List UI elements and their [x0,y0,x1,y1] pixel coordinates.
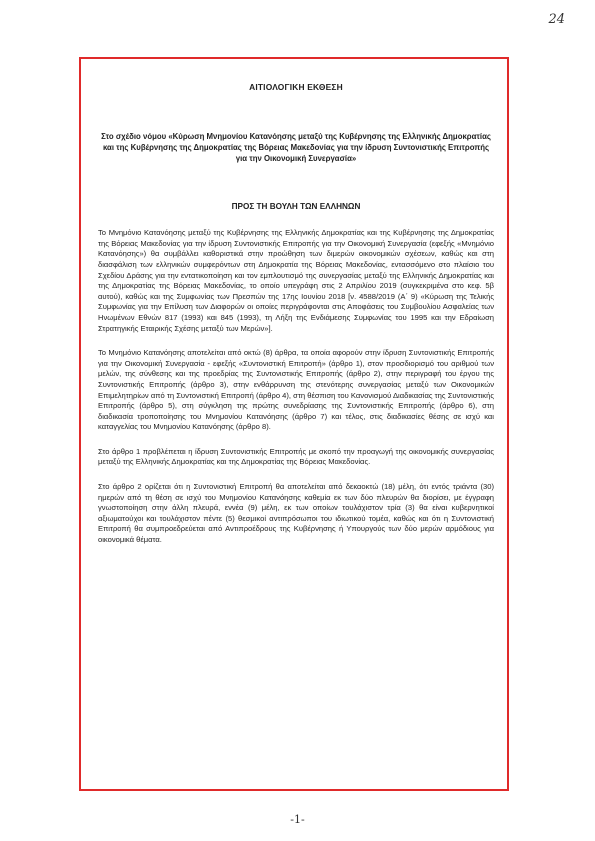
paragraph-4: Στο άρθρο 2 ορίζεται ότι η Συντονιστική Επιτροπή θα αποτελείται από δεκαοκτώ (18) μέλη, ότι εντός τριάντα (30) ημερών από τη θέση σε ισχύ του Μνημονίου Κατανόησης καθεμία εκ των δύο πλευρών θα διορίσει, με έγγραφη γνωστοποίηση στην άλλη πλευρά, εννέα (9) μέλη, εκ των οποίων τουλάχιστον τρία (3) θα είναι κυβερνητικοί αξιωματούχοι και τουλάχιστον πέντε (5) θεσμικοί αντιπρόσωποι του ιδιωτικού τομέα, καθώς και ότι η Συντονιστική Επιτροπή θα συμπροεδρεύεται από Αντιπροέδρους της Κυβέρνησης ή Υπουργούς των δύο μερών αρμόδιους για οικονομικά θέματα. [98,482,494,545]
page-number: -1- [290,813,305,826]
handwritten-page-mark: 24 [548,12,565,27]
document-title: ΑΙΤΙΟΛΟΓΙΚΗ ΕΚΘΕΣΗ [249,82,343,92]
paragraph-1: Το Μνημόνιο Κατανόησης μεταξύ της Κυβέρνησης της Ελληνικής Δημοκρατίας και της Κυβέρνησης της Δημοκρατίας της Βόρειας Μακεδονίας για την ίδρυση Συντονιστικής Επιτροπής για την Οικονομική Συνεργασία (εφεξής «Μνημόνιο Κατανόησης») θα συμβάλλει καθοριστικά στην προώθηση των διμερών οικονομικών σχέσεων, καθώς και στη διασφάλιση των ελληνικών συμφερόντων στη Δημοκρατία της Βόρειας Μακεδονίας, εντασσόμενο στο πλαίσιο του Σχεδίου Δράσης για την εντατικοποίηση και τον εμπλουτισμό της συνεργασίας μεταξύ της Ελληνικής Δημοκρατίας και της Δημοκρατίας της Βόρειας Μακεδονίας, το οποίο υπεγράφη στις 2 Απριλίου 2019 (συγκεκριμένα στο κεφ. 5β αυτού), καθώς και της Συμφωνίας των Πρεσπών της 17ης Ιουνίου 2018 [ν. 4588/2019 (Α΄ 9) «Κύρωση της Τελικής Συμφωνίας για την Επίλυση των Διαφορών οι οποίες περιγράφονται στις Αποφάσεις του Συμβουλίου Ασφαλείας των Ηνωμένων Εθνών 817 (1993) και 845 (1993), τη Λήξη της Ενδιάμεσης Συμφωνίας του 1995 και την Εδραίωση Στρατηγικής Εταιρικής Σχέσης μεταξύ των Μερών»]. [98,228,494,333]
paragraph-3: Στο άρθρο 1 προβλέπεται η ίδρυση Συντονιστικής Επιτροπής με σκοπό την προαγωγή της οικονομικής συνεργασίας μεταξύ της Ελληνικής Δημοκρατίας και της Δημοκρατίας της Βόρειας Μακεδονίας. [98,446,494,467]
paragraph-2: Το Μνημόνιο Κατανόησης αποτελείται από οκτώ (8) άρθρα, τα οποία αφορούν στην ίδρυση Συντονιστικής Επιτροπής για την Οικονομική Συνεργασία - εφεξής «Συντονιστική Επιτροπή» (άρθρο 1), στον προσδιορισμό του αριθμού των μελών, της σύνθεσης και της προεδρίας της Συντονιστικής Επιτροπής (άρθρο 2), στην περιγραφή του έργου της Συντονιστικής Επιτροπής (άρθρο 3), στην ενθάρρυνση της στενότερης συνεργασίας μεταξύ των Οικονομικών Επιμελητηρίων από τη Συντονιστική Επιτροπή (άρθρο 4), στη θέσπιση του Κανονισμού Διαδικασίας της Συντονιστικής Επιτροπής (άρθρο 5), στη σύγκληση της πρώτης συνεδρίασης της Συντονιστικής Επιτροπής (άρθρο 6), στη διαδικασία τροποποίησης του Μνημονίου Κατανόησης (άρθρο 7) και τέλος, στις διαδικασίες θέσης σε ισχύ και καταγγελίας του Μνημονίου Κατανόησης (άρθρο 8). [98,348,494,432]
document-addressee: ΠΡΟΣ ΤΗ ΒΟΥΛΗ ΤΩΝ ΕΛΛΗΝΩΝ [231,201,361,211]
document-body [98,82,494,546]
document-subject: Στο σχέδιο νόμου «Κύρωση Μνημονίου Κατανόησης μεταξύ της Κυβέρνησης της Ελληνικής Δημοκρατίας και της Κυβέρνησης της Δημοκρατίας της Βόρειας Μακεδονίας για την ίδρυση Συντονιστικής Επιτροπής για την Οικονομική Συνεργασία» [101,131,491,163]
